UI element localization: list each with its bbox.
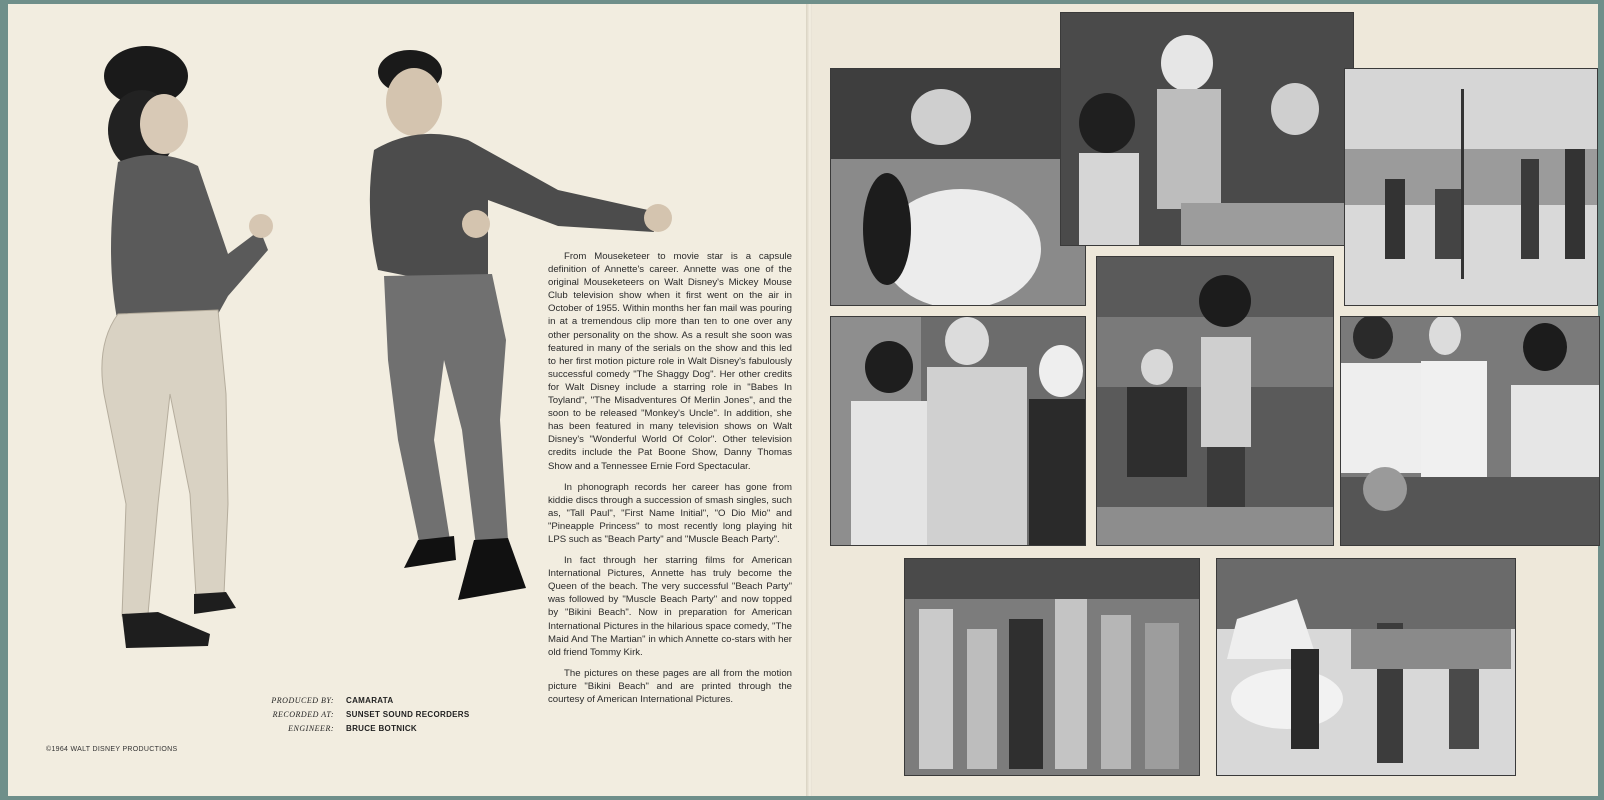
annette-dancing-photo [78, 34, 278, 674]
still-photo-beach-crowd [904, 558, 1200, 776]
left-page [8, 4, 808, 796]
still-photo-group-shirts [1340, 316, 1600, 546]
credit-row-engineer [248, 722, 470, 736]
article-paragraph: In phonograph records her career has gone from kiddie discs through a succession of smash singles, such as, "Tall Paul", "First Name Initial", "O Dio Mio" and "Pineapple Princess" to most recently long playing hit LPS such as "Beach Party" and "Muscle Beach Party". [548, 481, 792, 545]
article-paragraph: In fact through her starring films for American International Pictures, Annette has truly become the Queen of the beach. The very successful "Beach Party" was followed by "Muscle Beach Party" and now topped by "Bikini Beach". Now in preparation for American International Pictures in the hilarious space comedy, "The Maid And The Martian" in which Annette co-stars with her old friend Tommy Kirk. [548, 555, 792, 658]
production-credits [248, 694, 470, 736]
credit-value: SUNSET SOUND RECORDERS [346, 710, 470, 719]
credit-label: RECORDED AT: [272, 710, 334, 719]
credit-row-producer [248, 694, 470, 708]
article-text [548, 250, 792, 714]
article-paragraph: From Mouseketeer to movie star is a capsule definition of Annette's career. Annette was one of the original Mouseketeers on Walt Disney's Mickey Mouse Club television show when it first went on the air in October of 1955. Within months her fan mail was pouring in at a tremendous clip more than ten to one over any other personality on the show. As a result she soon was featured in many of the serials on the show and this led to her first motion picture role in Walt Disney's fabulously successful comedy "The Shaggy Dog". Her other credits for Walt Disney include a starring role in "Babes In Toyland", "The Misadventures Of Merlin Jones", and the soon to be released "Monkey's Uncle". In addition, she has been featured in many television shows on Walt Disney's "Wonderful World Of Color". Other television credits include the Pat Boone Show, Danny Thomas Show and a Tennessee Ernie Ford Spectacular. [548, 251, 792, 472]
credit-value: CAMARATA [346, 696, 394, 705]
credit-row-studio [248, 708, 470, 722]
still-photo-trio [830, 316, 1086, 546]
right-page [812, 4, 1598, 796]
still-photo-beach-volleyball [1344, 68, 1598, 306]
still-photo-surf-beach [1216, 558, 1516, 776]
copyright-notice: ©1964 WALT DISNEY PRODUCTIONS [46, 746, 178, 753]
still-photo-cafe [1060, 12, 1354, 246]
credit-label: PRODUCED BY: [271, 696, 334, 705]
article-paragraph: The pictures on these pages are all from the motion picture "Bikini Beach" and are printed through the courtesy of American International Pictures. [548, 667, 792, 705]
credit-value: BRUCE BOTNICK [346, 724, 418, 733]
album-gatefold [8, 4, 1598, 796]
credit-label: ENGINEER: [288, 724, 334, 733]
still-photo-dance-floor [1096, 256, 1334, 546]
still-photo-car [830, 68, 1086, 306]
